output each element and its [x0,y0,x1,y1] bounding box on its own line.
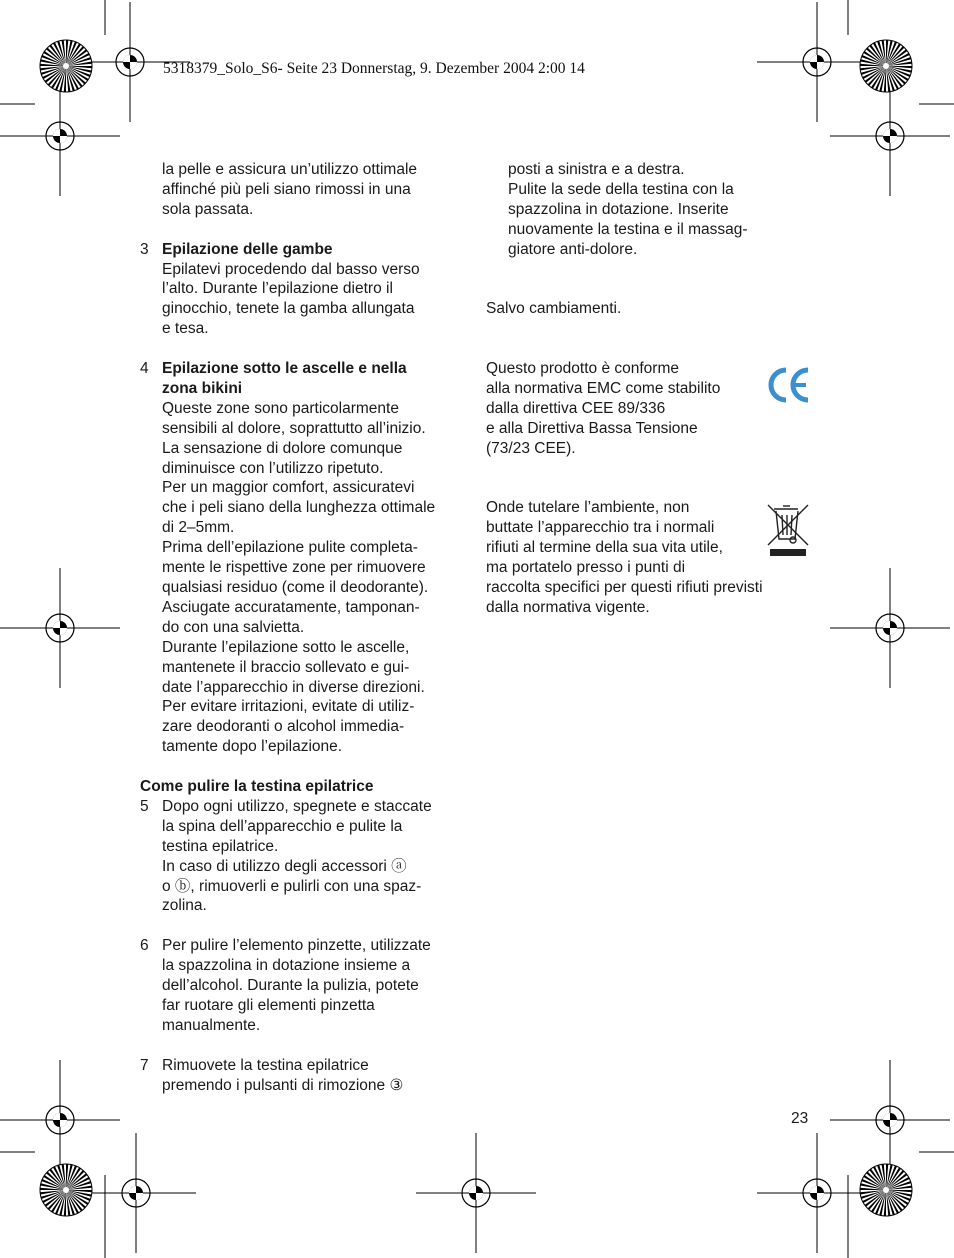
step-6: 6 Per pulire l’elemento pinzette, utilizzate la spazzolina in dotazione insieme a dell’alcohol. Durante la pulizia, potete far ruotare gli elementi pinzetta manualmente. [140,937,431,1034]
continued-paragraph: posti a sinistra e a destra. Pulite la sede della testina con la spazzolina in dotazione. Inserite nuovamente la testina e il massag- giatore anti-dolore. [508,161,748,258]
step-7: 7 Rimuovete la testina epilatrice premendo i pulsanti di rimozione ③ [140,1056,404,1094]
step-title-cont: zona bikini [162,379,243,397]
step-title: Epilazione delle gambe [162,240,333,258]
registration-crosshair-icon [0,2,950,1253]
step-number: 3 [140,240,149,258]
step-number: 4 [140,360,149,378]
step-5: 5 Dopo ogni utilizzo, spegnete e staccate la spina dell’apparecchio e pulite la testina epilatrice. In caso di utilizzo degli accessori ⓐ o ⓑ, rimuoverli e pulirli con una spaz- zolina. [140,797,432,915]
step-number: 5 [140,797,149,815]
step-4: 4 Epilazione sotto le ascelle e nella zona bikini Queste zone sono particolarmente sensibili al dolore, soprattutto all’inizio. La sensazione di dolore comunque diminuisce con l’utilizzo ripetuto. Per un maggior comfort, assicuratevi che i peli siano della lunghezza ottimale di 2–5mm. Prima dell’epilazione pulite completa- mente le rispettive zone per rimuovere qualsiasi residuo (come il deodorante). Asciugate accuratamente, tamponan- do con una salvietta. Durante l’epilazione sotto le ascelle, mantenete il braccio sollevato e gui- date l’apparecchio in diverse direzioni. Per evitare irritazioni, evitate di utiliz- zare deodoranti o alcohol immedia- tamente dopo l’epilazione. [140,359,470,757]
page-number: 23 [791,1110,809,1127]
step-number: 6 [140,937,149,955]
starburst-registration-icon [40,40,912,1216]
salvo-cambiamenti: Salvo cambiamenti. [486,300,622,318]
environment-text: Onde tutelare l’ambiente, non buttate l’apparecchio tra i normali rifiuti al termine della sua vita utile, ma portatelo presso i punti di raccolta specifici per questi rifiuti previsti dalla normativa vigente. [486,499,763,616]
step-number: 7 [140,1056,149,1074]
step-title: Epilazione sotto le ascelle e nella [162,360,407,378]
ce-conformity-text: Questo prodotto è conforme alla normativa EMC come stabilito dalla direttiva CEE 89/336 e alla Direttiva Bassa Tensione (73/23 CEE). [486,360,721,457]
section-title: Come pulire la testina epilatrice [140,778,374,796]
print-header: 5318379_Solo_S6- Seite 23 Donnerstag, 9. Dezember 2004 2:00 14 [163,60,585,77]
intro-paragraph: la pelle e assicura un’utilizzo ottimale affinché più peli siano rimossi in una sola passata. [162,161,418,218]
step-3: 3 Epilazione delle gambe Epilatevi procedendo dal basso verso l’alto. Durante l’epilazione dietro il ginocchio, tenete la gamba allungata e tesa. [140,240,420,338]
